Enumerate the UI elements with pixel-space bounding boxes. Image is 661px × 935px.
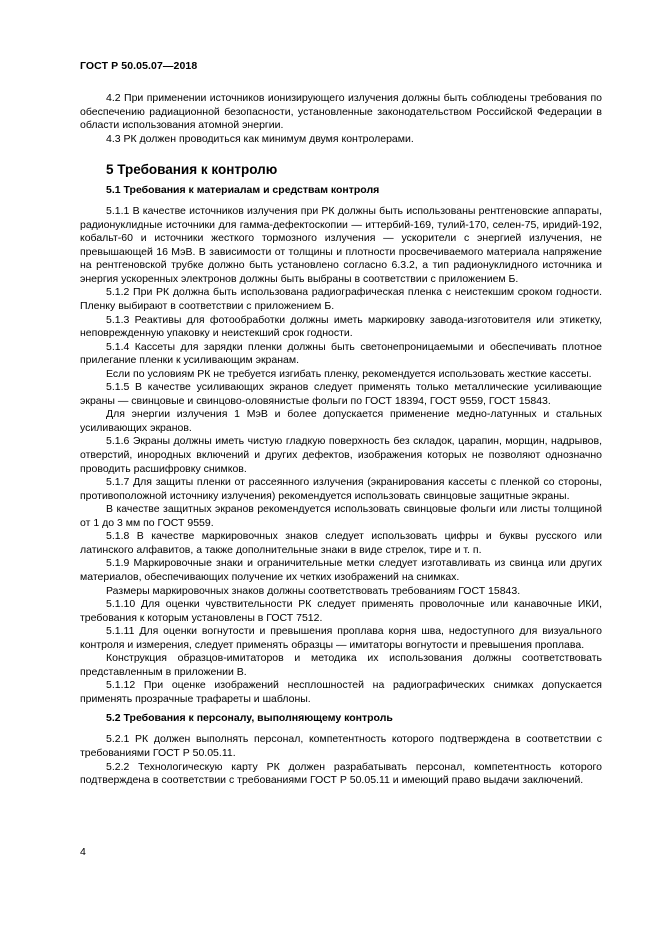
paragraph: 5.1.10 Для оценки чувствительности РК следует применять проволочные или канавочные ИКИ, требования к которым установлены в ГОСТ 7512.	[80, 598, 602, 624]
paragraph: 5.1.8 В качестве маркировочных знаков следует использовать цифры и буквы русского или латинского алфавитов, а также дополнительные знаки в виде стрелок, тире и т. п.	[80, 530, 602, 556]
paragraph: Конструкция образцов-имитаторов и методика их использования должны соответствовать представленным в приложении В.	[80, 652, 602, 678]
paragraph: 5.1.1 В качестве источников излучения при РК должны быть использованы рентгеновские аппараты, радионуклидные источники для гамма-дефектоскопии — иттербий-169, тулий-170, селен-75, иридий-192, кобальт-60 и источники жесткого тормозного излучения — ускорители с энергией излучения, не превышающей 16 МэВ. В зависимости от толщины и плотности просвечиваемого материала напряжение на рентгеновской трубке должно быть установлено согласно 6.3.2, а тип радионуклидного источника и энергия ускоренных электронов должны быть выбраны в соответствии с приложением Б.	[80, 205, 602, 285]
section-title: 5 Требования к контролю	[106, 162, 278, 178]
paragraph: 4.3 РК должен проводиться как минимум двумя контролерами.	[106, 132, 414, 145]
paragraph: 5.1.4 Кассеты для зарядки пленки должны быть светонепроницаемыми и обеспечивать плотное прилегание пленки к усиливающим экранам.	[80, 340, 602, 367]
paragraph: 5.2.1 РК должен выполнять персонал, компетентность которого подтверждена в соответствии с требованиями ГОСТ Р 50.05.11.	[80, 733, 602, 759]
paragraph: 5.1.12 При оценке изображений несплошностей на радиографических снимках допускается применять прозрачные трафареты и шаблоны.	[80, 679, 602, 705]
subsection-title: 5.1 Требования к материалам и средствам контроля	[106, 184, 380, 197]
document-header: ГОСТ Р 50.05.07—2018	[80, 60, 198, 72]
document-body	[80, 92, 602, 788]
paragraph: Для энергии излучения 1 МэВ и более допускается применение медно-латунных и стальных усиливающих экранов.	[80, 408, 602, 434]
subsection-title: 5.2 Требования к персоналу, выполняющему контроль	[106, 712, 393, 725]
paragraph: 5.1.11 Для оценки вогнутости и превышения проплава корня шва, недоступного для визуального контроля и измерения, следует применять образцы — имитаторы вогнутости и превышения проплава.	[80, 625, 602, 651]
paragraph: 5.1.7 Для защиты пленки от рассеянного излучения (экранирования кассеты с пленкой со стороны, противоположной источнику излучения) рекомендуется использовать свинцовые защитные экраны.	[80, 476, 602, 502]
paragraph: 5.1.9 Маркировочные знаки и ограничительные метки следует изготавливать из свинца или других материалов, обеспечивающих получение их четких изображений на снимках.	[80, 557, 602, 583]
paragraph: 4.2 При применении источников ионизирующего излучения должны быть соблюдены требования по обеспечению радиационной безопасности, установленные законодательством Российской Федерации в области использования атомной энергии.	[80, 92, 602, 132]
paragraph: 5.1.6 Экраны должны иметь чистую гладкую поверхность без складок, царапин, морщин, надрывов, отверстий, инородных включений и других дефектов, изображения которых не позволяют однозначно проводить расшифровку снимков.	[80, 435, 602, 475]
paragraph: 5.1.2 При РК должна быть использована радиографическая пленка с неистекшим сроком годности. Пленку выбирают в соответствии с приложением Б.	[80, 286, 602, 313]
paragraph: 5.1.3 Реактивы для фотообработки должны иметь маркировку завода-изготовителя или этикетку, неповрежденную упаковку и неистекший срок годности.	[80, 313, 602, 340]
paragraph: Размеры маркировочных знаков должны соответствовать требованиям ГОСТ 15843.	[106, 584, 521, 597]
paragraph: 5.1.5 В качестве усиливающих экранов следует применять только металлические усиливающие экраны — свинцовые и свинцово-оловянистые фольги по ГОСТ 18394, ГОСТ 9559, ГОСТ 15843.	[80, 381, 602, 407]
paragraph: 5.2.2 Технологическую карту РК должен разрабатывать персонал, компетентность которого подтверждена в соответствии с требованиями ГОСТ Р 50.05.11 и имеющий право выдачи заключений.	[80, 760, 602, 787]
paragraph: Если по условиям РК не требуется изгибать пленку, рекомендуется использовать жесткие кассеты.	[106, 367, 592, 380]
paragraph: В качестве защитных экранов рекомендуется использовать свинцовые фольги или листы толщиной от 1 до 3 мм по ГОСТ 9559.	[80, 503, 602, 529]
page-number: 4	[80, 846, 86, 858]
